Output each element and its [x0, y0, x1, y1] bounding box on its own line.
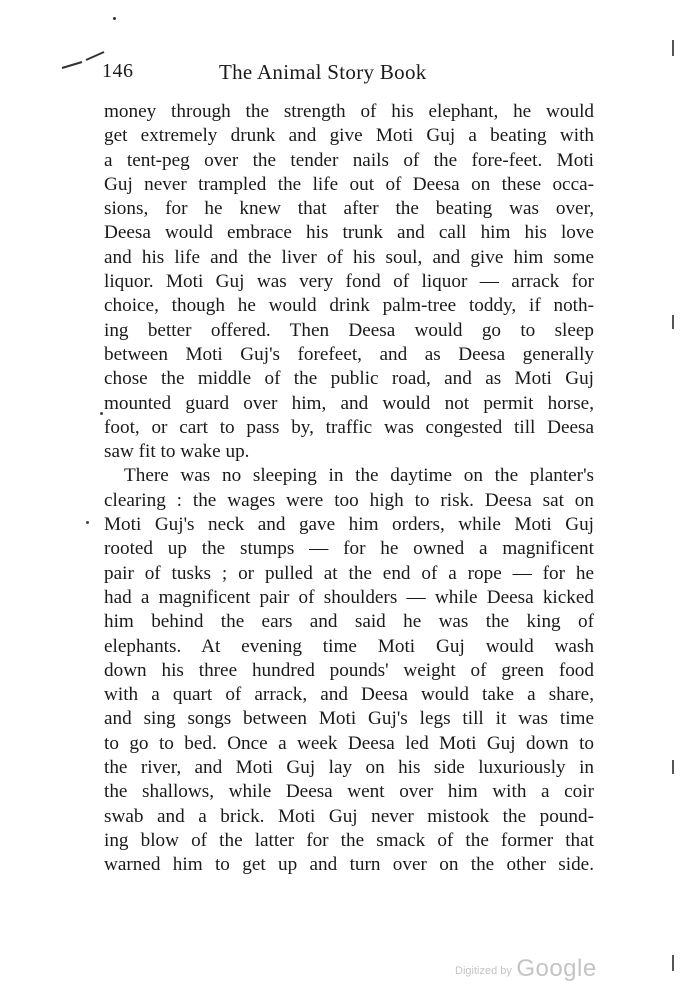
text-line: to go to bed. Once a week Deesa led Moti Guj down to [104, 732, 594, 754]
text-line: had a magnificent pair of shoulders — while Deesa kicked [104, 586, 594, 608]
text-line: get extremely drunk and give Moti Guj a beating with [104, 125, 594, 147]
text-line: warned him to get up and turn over on the other side. [104, 854, 594, 876]
text-line: foot, or cart to pass by, traffic was congested till Deesa [104, 416, 594, 438]
text-line: with a quart of arrack, and Deesa would take a share, [104, 684, 594, 706]
text-line: and his life and the liver of his soul, and give him some [104, 246, 594, 268]
text-line: elephants. At evening time Moti Guj would wash [104, 635, 594, 657]
text-line: swab and a brick. Moti Guj never mistook the pound- [104, 805, 594, 827]
watermark-prefix: Digitized by [455, 965, 512, 977]
text-line: ing better offered. Then Deesa would go to sleep [104, 319, 594, 341]
text-line: rooted up the stumps — for he owned a magnificent [104, 538, 594, 560]
digitized-watermark [455, 955, 597, 983]
text-line: There was no sleeping in the daytime on the planter's [124, 465, 594, 487]
stray-mark [100, 412, 103, 415]
text-line: liquor. Moti Guj was very fond of liquor — arrack for [104, 271, 594, 293]
text-line: the river, and Moti Guj lay on his side luxuriously in [104, 757, 594, 779]
running-title: The Animal Story Book [219, 60, 427, 84]
text-line: clearing : the wages were too high to risk. Deesa sat on [104, 489, 594, 511]
text-line: Moti Guj's neck and gave him orders, while Moti Guj [104, 514, 594, 536]
body-text [104, 100, 594, 878]
text-line: a tent-peg over the tender nails of the fore-feet. Moti [104, 149, 594, 171]
text-line: Deesa would embrace his trunk and call him his love [104, 222, 594, 244]
text-line: Guj never trampled the life out of Deesa on these occa- [104, 173, 594, 195]
text-line: money through the strength of his elephant, he would [104, 101, 594, 122]
watermark-brand: Google [516, 955, 597, 982]
edge-mark [672, 955, 674, 971]
edge-mark [672, 315, 674, 329]
text-line: him behind the ears and said he was the king of [104, 611, 594, 633]
text-line: between Moti Guj's forefeet, and as Deesa generally [104, 343, 594, 365]
text-line: and sing songs between Moti Guj's legs till it was time [104, 708, 594, 730]
edge-mark [672, 40, 674, 56]
page-header [102, 60, 602, 90]
margin-dot [113, 17, 116, 20]
text-line: chose the middle of the public road, and as Moti Guj [104, 368, 594, 390]
text-line: the shallows, while Deesa went over him with a coir [104, 781, 594, 803]
text-line: pair of tusks ; or pulled at the end of a rope — for he [104, 562, 594, 584]
text-line: mounted guard over him, and would not permit horse, [104, 392, 594, 414]
text-line: saw fit to wake up. [104, 441, 250, 463]
text-line: ing blow of the latter for the smack of the former that [104, 829, 594, 851]
page-number: 146 [102, 60, 134, 82]
text-line: sions, for he knew that after the beating was over, [104, 198, 594, 220]
edge-mark [672, 760, 674, 774]
text-line: down his three hundred pounds' weight of green food [104, 659, 594, 681]
text-line: choice, though he would drink palm-tree toddy, if noth- [104, 295, 594, 317]
stray-mark [86, 521, 89, 524]
